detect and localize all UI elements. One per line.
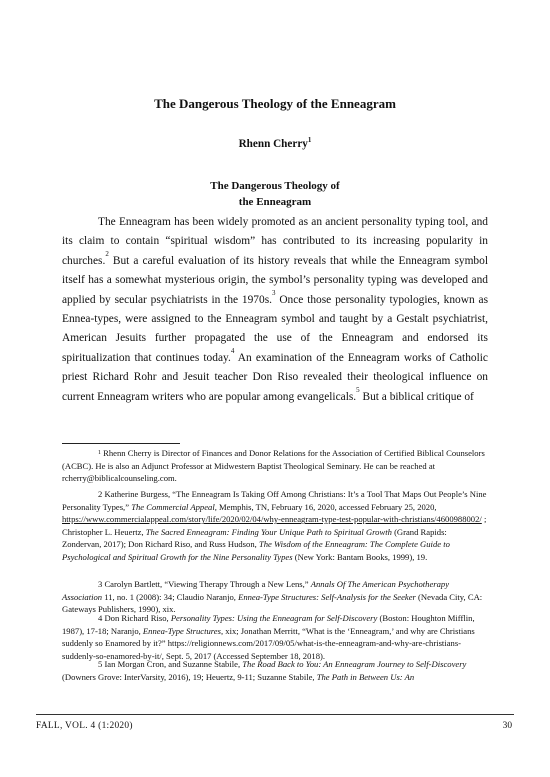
body-paragraph (62, 213, 488, 407)
footnote-3-text-c: 11, no. 1 (2008): 34; Claudio Naranjo, (104, 591, 236, 602)
footnote-4-text-a: 4 Don Richard Riso, (98, 613, 169, 623)
footnote-4-text-c: (Boston: Houghton Mifflin, 1987), 17-18; Naranjo, (62, 613, 475, 636)
footnote-3-text-e: (Nevada City, CA: Gateways Publishers, 1990), xix. (62, 591, 483, 615)
section-heading (0, 178, 550, 210)
footnote-2-text-d: ; Christopher L. Heuertz, (62, 514, 487, 537)
footnote-4 (62, 612, 488, 662)
body-sentence-3: Once those personality typologies, known as Ennea-types, were assigned to the Enneagram symbol and taught by a Gestalt psychiatrist, American Jesuits further propagated the use of the Enneagram and endorsed its spiritualization that continues today. (62, 293, 488, 364)
footnote-4-text-e: , xix; Jonathan Merritt, “What is the ‘Enneagram,’ and why are Christians suddenly so Enamored by it?” https://religionnews.com/2017/09/05/what-is-the-enneagram-and-why-are-christians-suddenly-so-enamored-by-it/, Sept. 5, 2017 (Accessed September 18, 2018). (62, 625, 475, 661)
journal-issue: FALL, VOL. 4 (1:2020) (36, 721, 133, 731)
body-sentence-2: But a careful evaluation of its history reveals that while the Enneagram symbol itself has a somewhat mysterious origin, the symbol’s personality typing was developed and applied by secular psychiatrists in the 1970s. (62, 254, 488, 306)
body-sentence-4: An examination of the Enneagram works of Catholic priest Richard Rohr and Jesuit teacher Don Riso revealed their theological influence on current Enneagram writers who are popular among evangelicals. (62, 351, 488, 403)
footnote-2-link[interactable]: https://www.commercialappeal.com/story/life/2020/02/04/why-enneagram-type-test-popular-with-christians/4600988002/ (62, 514, 482, 525)
footnote-3-book-title: Ennea-Type Structures: Self-Analysis for the Seeker (238, 591, 416, 602)
footnote-2-source-title: The Commercial Appeal (131, 501, 215, 512)
footnote-ref-5: 5 (356, 385, 360, 394)
footnote-3-journal-title: Annals Of The American Psychotherapy Association (62, 579, 450, 602)
footnote-5-book-title-2: The Path in Between Us: An (316, 671, 415, 682)
footnote-2-text-a: 2 Katherine Burgess, “The Enneagram Is Taking Off Among Christians: It’s a Tool That Maps Out People’s Nine Personality Types,” (62, 489, 487, 512)
article-title: The Dangerous Theology of the Enneagram (154, 96, 396, 111)
section-heading-line-2: the Enneagram (238, 196, 312, 208)
footer-divider (36, 714, 514, 715)
footnote-3-text-a: 3 Carolyn Bartlett, “Viewing Therapy Through a New Lens,” (98, 579, 309, 589)
footnote-5 (62, 658, 488, 683)
page-number: 30 (502, 721, 512, 731)
footnote-1 (62, 447, 488, 485)
footnote-2-text-c: , Memphis, TN, February 16, 2020, accessed February 25, 2020, (214, 501, 437, 512)
footnote-2-text-f: (Grand Rapids: Zondervan, 2017); Don Richard Riso, and Russ Hudson, (62, 526, 447, 550)
footnote-1-text: Rhenn Cherry is Director of Finances and Donor Relations for the Association of Certified Biblical Counselors (ACBC). He is also an Adjunct Professor at Midwestern Baptist Theological Seminary. He can be reached at rcherry@biblicalcounseling.com. (62, 448, 485, 484)
footnote-5-book-title: The Road Back to You: An Enneagram Journey to Self-Discovery (242, 659, 467, 669)
footnote-1-mark: 1 (98, 450, 101, 456)
body-sentence-5: But a biblical critique of (359, 390, 474, 403)
footnote-2-book-title-1: The Sacred Enneagram: Finding Your Unique Path to Spiritual Growth (145, 526, 392, 537)
footnote-2-book-title-2: The Wisdom of the Enneagram: The Complete Guide to Psychological and Spiritual Growth for the Nine Personality Types (62, 539, 450, 562)
footnote-4-book-title: Personality Types: Using the Enneagram for Self-Discovery (170, 613, 378, 623)
author-line (0, 138, 550, 150)
footnote-2 (62, 488, 488, 564)
section-heading-line-1: The Dangerous Theology of (210, 180, 340, 192)
author-name: Rhenn Cherry (238, 138, 308, 150)
author-footnote-mark: 1 (307, 136, 312, 144)
footnote-5-text-c: (Downers Grove: InterVarsity, 2016), 19; Heuertz, 9-11; Suzanne Stabile, (62, 671, 315, 682)
footnote-ref-2: 2 (105, 249, 109, 258)
footnote-ref-3: 3 (271, 288, 276, 297)
footnote-4-book-title-2: Ennea-Type Structures (142, 625, 221, 636)
footnote-divider (62, 443, 180, 444)
footnote-ref-4: 4 (230, 346, 235, 355)
footnote-5-text-a: 5 Ian Morgan Cron, and Suzanne Stabile, (98, 659, 241, 669)
footnote-3 (62, 578, 488, 616)
body-sentence-1: The Enneagram has been widely promoted as an ancient personality typing tool, and its claim to contain “spiritual wisdom” has contributed to its increasing popularity in churches. (62, 216, 488, 267)
footnote-2-text-h: (New York: Bantam Books, 1999), 19. (294, 551, 428, 562)
